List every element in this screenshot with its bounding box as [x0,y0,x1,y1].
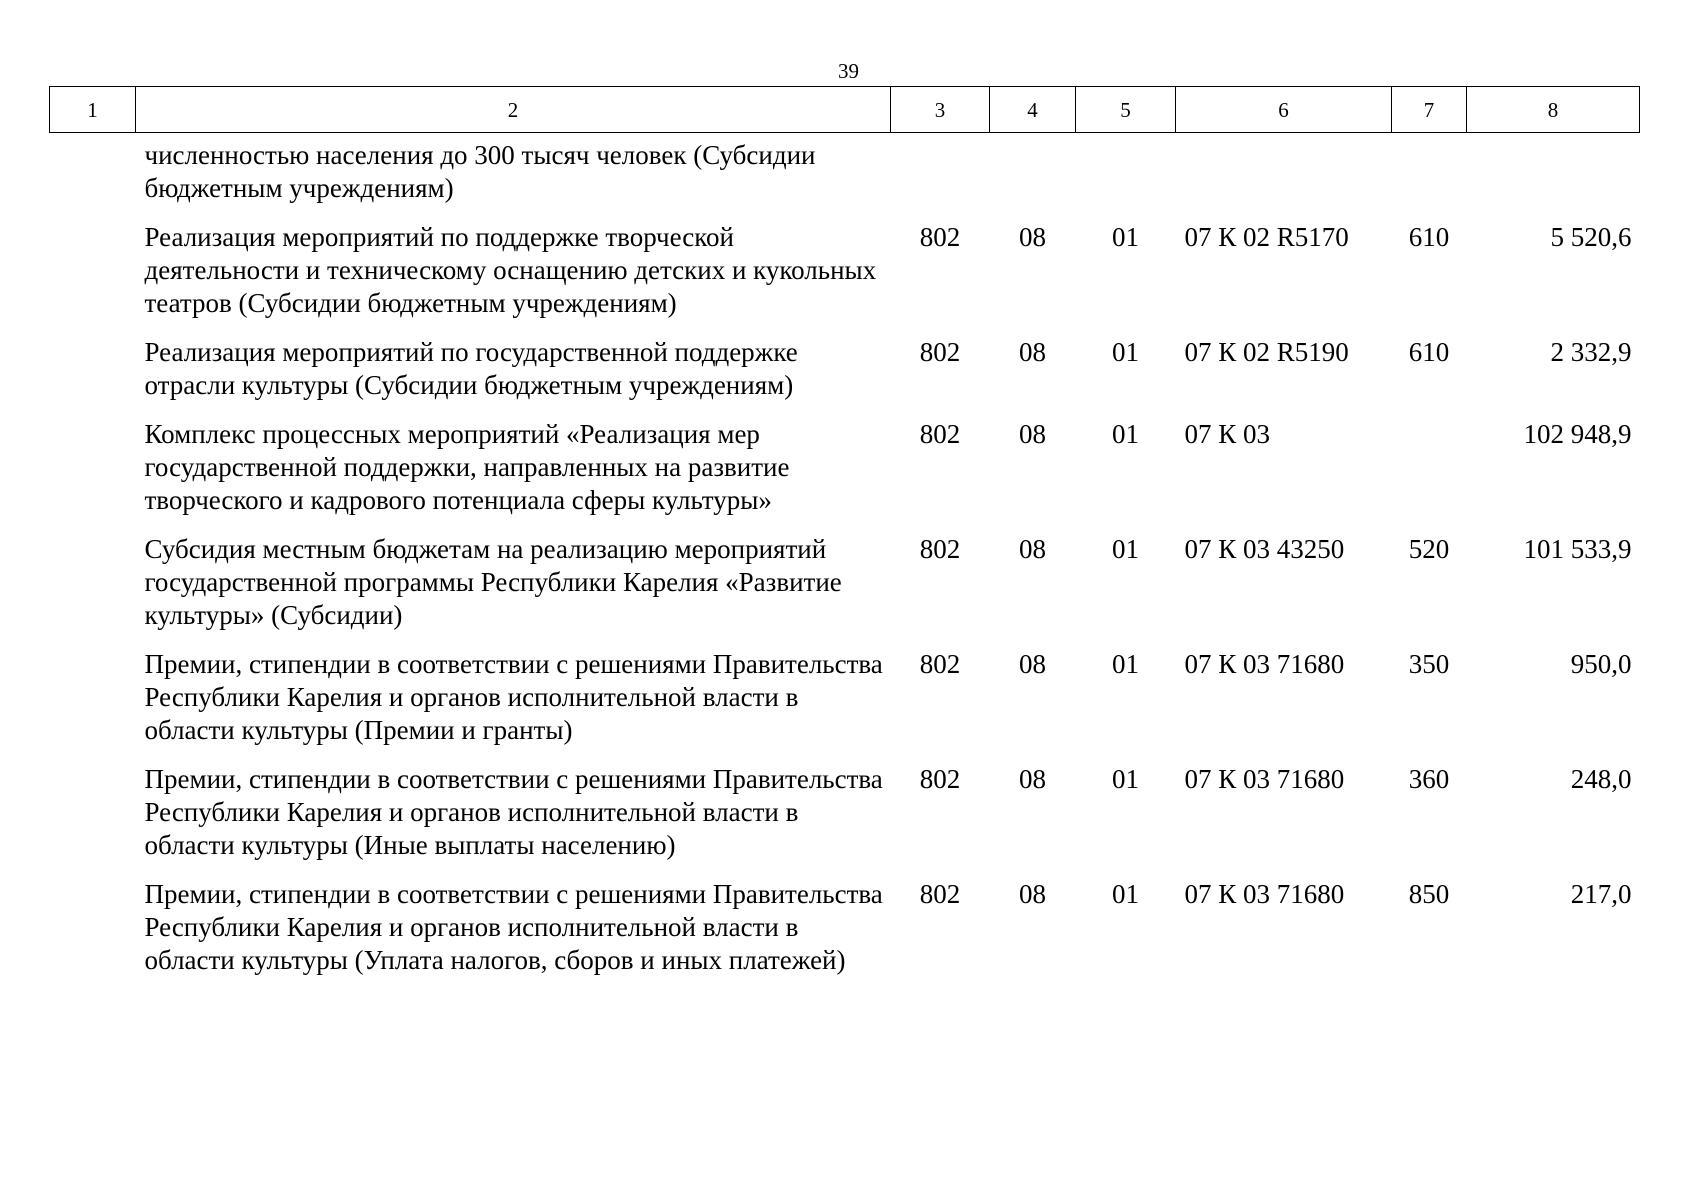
header-col-8: 8 [1467,87,1640,133]
row-col-7: 610 [1408,337,1450,367]
table-row [50,336,1640,418]
row-col-3: 802 [919,879,961,909]
row-col-1 [50,418,136,533]
table-row [50,418,1640,533]
header-col-6: 6 [1176,87,1392,133]
row-col-4: 08 [1019,534,1046,564]
row-col-6: 07 К 03 71680 [1184,764,1345,794]
row-amount [1467,133,1640,222]
row-col-7 [1392,418,1467,533]
row-amount: 2 332,9 [1550,337,1632,367]
row-amount: 217,0 [1570,879,1632,909]
row-col-4: 08 [1019,337,1046,367]
row-description: Комплекс процессных мероприятий «Реализация мер государственной поддержки, направленных на развитие творческого и кадрового потенциала сферы культуры» [144,419,790,515]
row-col-3: 802 [919,337,961,367]
row-col-7: 520 [1408,534,1450,564]
row-col-7: 610 [1408,222,1450,252]
row-col-4: 08 [1019,879,1046,909]
row-col-3: 802 [919,419,961,449]
row-col-5: 01 [1112,419,1139,449]
row-col-3: 802 [919,222,961,252]
row-col-6: 07 К 03 71680 [1184,879,1345,909]
row-col-6: 07 К 03 [1184,419,1271,449]
table-row [50,533,1640,648]
table-row [50,648,1640,763]
row-description: Субсидия местным бюджетам на реализацию мероприятий государственной программы Республики Карелия «Развитие культуры» (Субсидии) [144,534,842,630]
row-col-6 [1176,133,1392,222]
row-col-3: 802 [919,534,961,564]
header-col-4: 4 [990,87,1076,133]
row-col-6: 07 К 02 R5190 [1184,337,1349,367]
row-col-5: 01 [1112,649,1139,679]
row-col-1 [50,533,136,648]
row-description: Премии, стипендии в соответствии с решениями Правительства Республики Карелия и органов исполнительной власти в области культуры (Премии и гранты) [144,649,883,745]
row-col-4: 08 [1019,764,1046,794]
header-col-7: 7 [1392,87,1467,133]
row-description: Премии, стипендии в соответствии с решениями Правительства Республики Карелия и органов исполнительной власти в области культуры (Уплата налогов, сборов и иных платежей) [144,879,883,975]
row-col-7: 350 [1408,649,1450,679]
table-header [50,87,1640,133]
row-col-5 [1076,133,1176,222]
row-description: Реализация мероприятий по поддержке творческой деятельности и техническому оснащению детских и кукольных театров (Субсидии бюджетным учреждениям) [144,222,877,318]
row-col-5: 01 [1112,534,1139,564]
row-col-1 [50,133,136,222]
row-amount: 950,0 [1570,649,1632,679]
row-col-5: 01 [1112,879,1139,909]
row-amount: 5 520,6 [1550,222,1632,252]
row-col-3 [891,133,990,222]
row-col-1 [50,878,136,993]
row-col-7: 360 [1408,764,1450,794]
header-col-3: 3 [891,87,990,133]
row-description: Премии, стипендии в соответствии с решениями Правительства Республики Карелия и органов исполнительной власти в области культуры (Иные выплаты населению) [144,764,883,860]
row-description: Реализация мероприятий по государственной поддержке отрасли культуры (Субсидии бюджетным учреждениям) [144,337,798,400]
row-col-6: 07 К 03 71680 [1184,649,1345,679]
page-number: 39 [838,59,859,83]
row-col-4: 08 [1019,419,1046,449]
row-col-5: 01 [1112,337,1139,367]
row-col-3: 802 [919,649,961,679]
row-col-5: 01 [1112,222,1139,252]
row-col-6: 07 К 02 R5170 [1184,222,1349,252]
row-col-5: 01 [1112,764,1139,794]
table-row [50,763,1640,878]
header-col-2: 2 [136,87,891,133]
table-row [50,878,1640,993]
row-description: численностью населения до 300 тысяч человек (Субсидии бюджетным учреждениям) [144,140,816,203]
header-col-5: 5 [1076,87,1176,133]
row-col-3: 802 [919,764,961,794]
row-col-1 [50,221,136,336]
header-col-1: 1 [50,87,136,133]
row-col-1 [50,763,136,878]
row-amount: 248,0 [1570,764,1632,794]
header-row [50,87,1640,133]
row-col-6: 07 К 03 43250 [1184,534,1345,564]
table-row [50,133,1640,222]
row-amount: 102 948,9 [1523,419,1632,449]
row-col-1 [50,648,136,763]
row-col-4: 08 [1019,649,1046,679]
row-col-7: 850 [1408,879,1450,909]
row-col-1 [50,336,136,418]
row-col-7 [1392,133,1467,222]
row-col-4 [990,133,1076,222]
table-row [50,221,1640,336]
table-body [50,133,1640,994]
budget-table [49,86,1640,993]
row-col-4: 08 [1019,222,1046,252]
row-amount: 101 533,9 [1523,534,1632,564]
